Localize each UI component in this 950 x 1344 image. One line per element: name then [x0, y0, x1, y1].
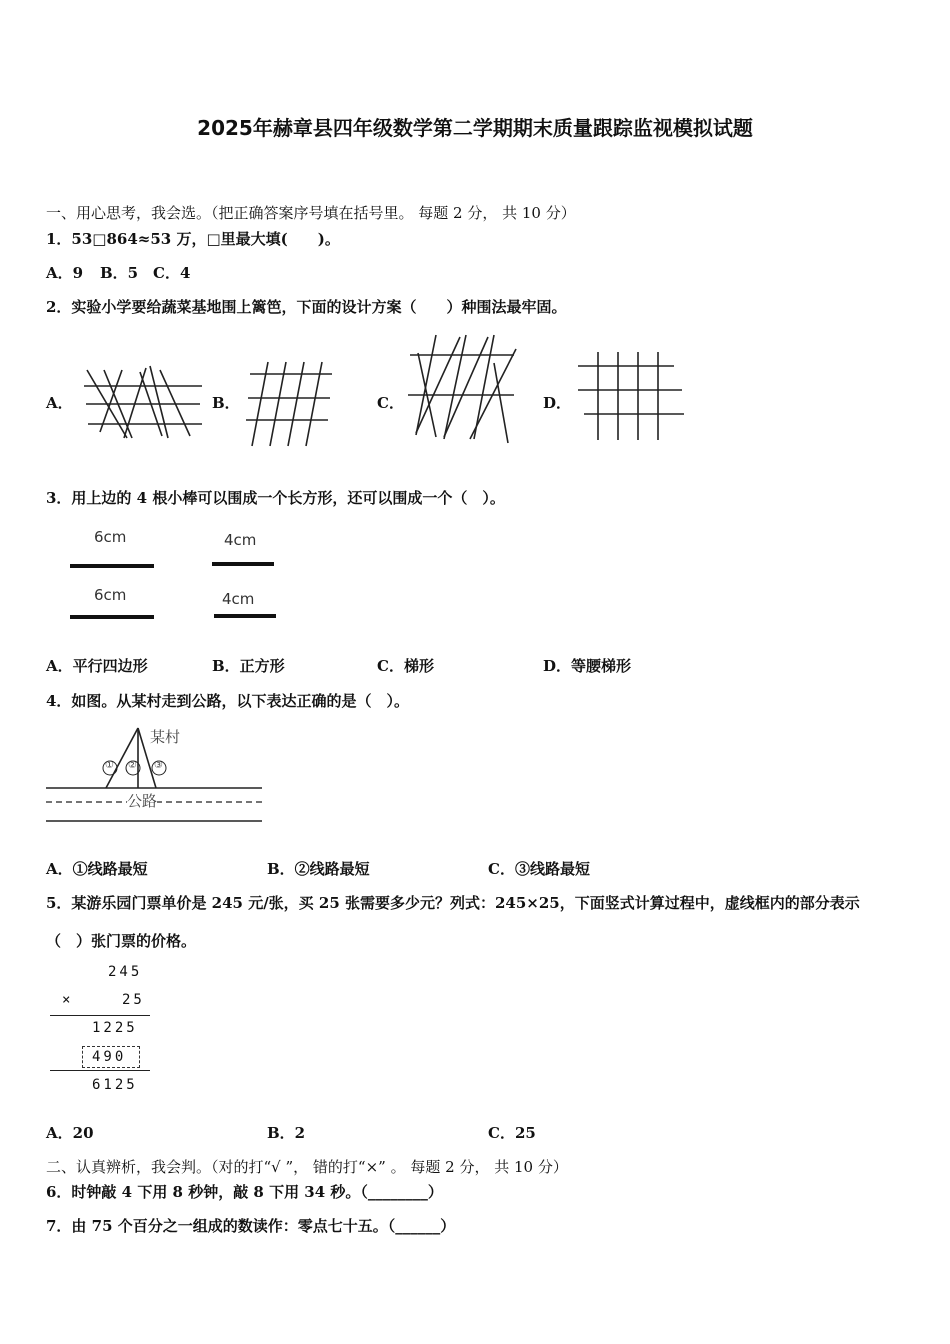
q1-option-b: B．5	[100, 264, 139, 282]
fence-diagram-b	[246, 360, 336, 448]
route-3-label: ③	[154, 760, 163, 771]
calc-partial-1: 1225	[92, 1020, 138, 1036]
calc-line-1	[50, 1015, 150, 1016]
question-3: 3．用上边的 4 根小棒可以围成一个长方形，还可以围成一个（ ）。	[46, 489, 505, 507]
q5-option-b: B．2	[267, 1124, 306, 1142]
question-1: 1．53□864≈53 万，□里最大填( )。	[46, 230, 340, 248]
q5-option-a: A．20	[46, 1124, 94, 1142]
q4-option-b: B．②线路最短	[267, 860, 370, 878]
q3-option-a: A．平行四边形	[46, 657, 148, 675]
fence-diagram-d	[578, 352, 688, 442]
page-title: 2025年赫章县四年级数学第二学期期末质量跟踪监视模拟试题	[197, 116, 753, 140]
stick-1	[70, 564, 154, 568]
question-4: 4．如图。从某村走到公路，以下表达正确的是（ ）。	[46, 692, 409, 710]
stick-2	[70, 615, 154, 619]
calc-line-2	[50, 1070, 150, 1071]
route-1-label: ①	[105, 760, 114, 771]
calc-multiplier: 25	[122, 992, 145, 1008]
fence-diagram-a	[82, 362, 207, 444]
stick-label-2: 6cm	[94, 586, 127, 604]
section-1-heading: 一、用心思考，我会选。（把正确答案序号填在括号里。 每题 2 分， 共 10 分）	[46, 204, 576, 222]
stick-4	[214, 614, 276, 618]
village-label: 某村	[150, 728, 181, 746]
question-5-line-2: （ ）张门票的价格。	[46, 932, 197, 950]
question-2: 2．实验小学要给蔬菜基地围上篱笆，下面的设计方案（ ）种围法最牢固。	[46, 298, 567, 316]
q3-option-c: C．梯形	[377, 657, 434, 675]
stick-3	[212, 562, 274, 566]
stick-label-4: 4cm	[222, 590, 255, 608]
question-6: 6．时钟敲 4 下用 8 秒钟，敲 8 下用 34 秒。（________）	[46, 1183, 443, 1201]
q1-option-a: A．9	[46, 264, 84, 282]
calc-multiplicand: 245	[108, 964, 143, 980]
stick-label-1: 6cm	[94, 528, 127, 546]
q2-label-d: D．	[543, 394, 572, 412]
q3-option-d: D．等腰梯形	[543, 657, 632, 675]
question-7: 7．由 75 个百分之一组成的数读作：零点七十五。（______）	[46, 1217, 456, 1235]
calc-partial-2: 490	[92, 1049, 127, 1065]
q2-label-a: A．	[46, 394, 73, 412]
q2-label-b: B．	[212, 394, 240, 412]
road-label: 公路	[127, 792, 158, 810]
q4-option-c: C．③线路最短	[488, 860, 590, 878]
question-5-line-1: 5．某游乐园门票单价是 245 元/张，买 25 张需要多少元？列式：245×25，下面竖式计算过程中，虚线框内的部分表示	[46, 894, 860, 912]
fence-diagram-c	[408, 333, 520, 445]
q2-label-c: C．	[377, 394, 404, 412]
route-2-label: ②	[128, 760, 137, 771]
q3-option-b: B．正方形	[212, 657, 285, 675]
stick-label-3: 4cm	[224, 531, 257, 549]
q4-option-a: A．①线路最短	[46, 860, 148, 878]
section-2-heading: 二、认真辨析，我会判。（对的打“√ ”， 错的打“×” 。 每题 2 分， 共 10 分）	[46, 1158, 568, 1176]
calc-times-sign: ×	[62, 992, 74, 1008]
q1-option-c: C．4	[153, 264, 191, 282]
calc-result: 6125	[92, 1077, 138, 1093]
q5-option-c: C．25	[488, 1124, 536, 1142]
